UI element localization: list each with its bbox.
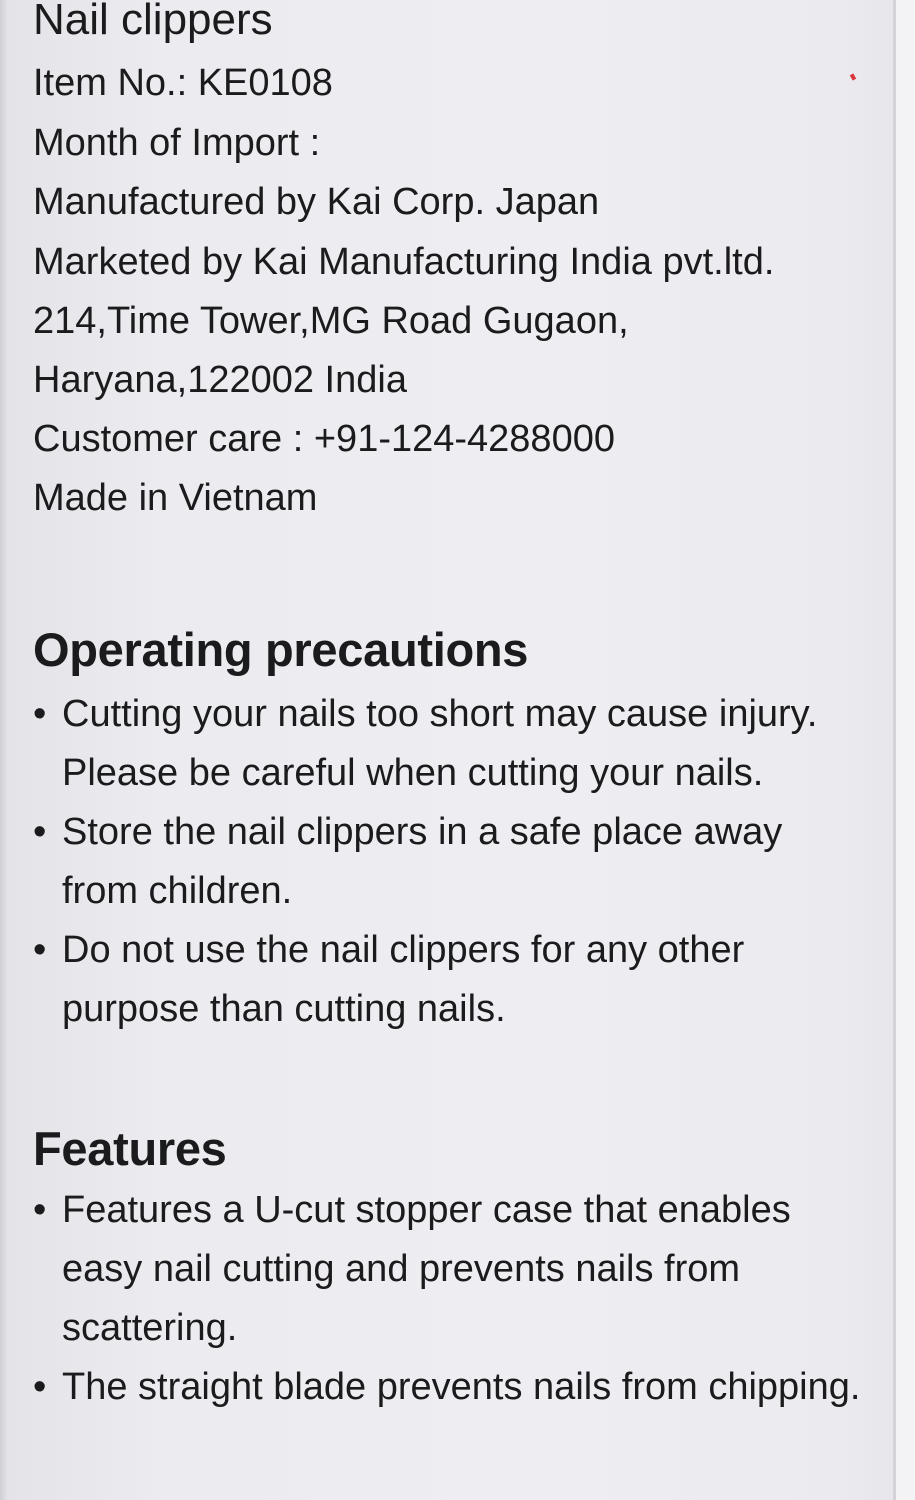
bullet-icon: • xyxy=(33,693,47,735)
list-item xyxy=(33,1181,863,1358)
precaution-text: Cutting your nails too short may cause injury. Please be careful when cutting your nails. xyxy=(62,693,818,794)
item-number: Item No.: KE0108 xyxy=(33,62,333,104)
list-item xyxy=(33,803,863,921)
features-list xyxy=(33,1181,863,1417)
feature-text: The straight blade prevents nails from chipping. xyxy=(62,1366,861,1408)
marketer: Marketed by Kai Manufacturing India pvt.ltd. xyxy=(33,241,775,283)
list-item xyxy=(33,685,863,803)
month-of-import: Month of Import : xyxy=(33,122,321,164)
address-line-2: Haryana,122002 India xyxy=(33,359,407,401)
bullet-icon: • xyxy=(33,811,47,853)
panel-left-shadow xyxy=(0,0,8,1500)
bullet-icon: • xyxy=(33,1189,47,1231)
bullet-icon: • xyxy=(33,929,47,971)
bullet-icon: • xyxy=(33,1366,47,1408)
product-title: Nail clippers xyxy=(33,0,273,44)
precaution-text: Store the nail clippers in a safe place away from children. xyxy=(62,811,783,912)
country-of-origin: Made in Vietnam xyxy=(33,477,318,519)
precautions-heading: Operating precautions xyxy=(33,623,529,676)
address-line-1: 214,Time Tower,MG Road Gugaon, xyxy=(33,300,629,342)
precaution-text: Do not use the nail clippers for any other purpose than cutting nails. xyxy=(62,929,745,1030)
customer-care: Customer care : +91-124-4288000 xyxy=(33,418,615,460)
features-heading: Features xyxy=(33,1122,227,1175)
panel-side-edge xyxy=(896,0,915,1500)
list-item xyxy=(33,1358,863,1417)
precautions-list xyxy=(33,685,863,1039)
list-item xyxy=(33,921,863,1039)
manufacturer: Manufactured by Kai Corp. Japan xyxy=(33,181,600,223)
feature-text: Features a U-cut stopper case that enables easy nail cutting and prevents nails from scattering. xyxy=(62,1189,791,1349)
